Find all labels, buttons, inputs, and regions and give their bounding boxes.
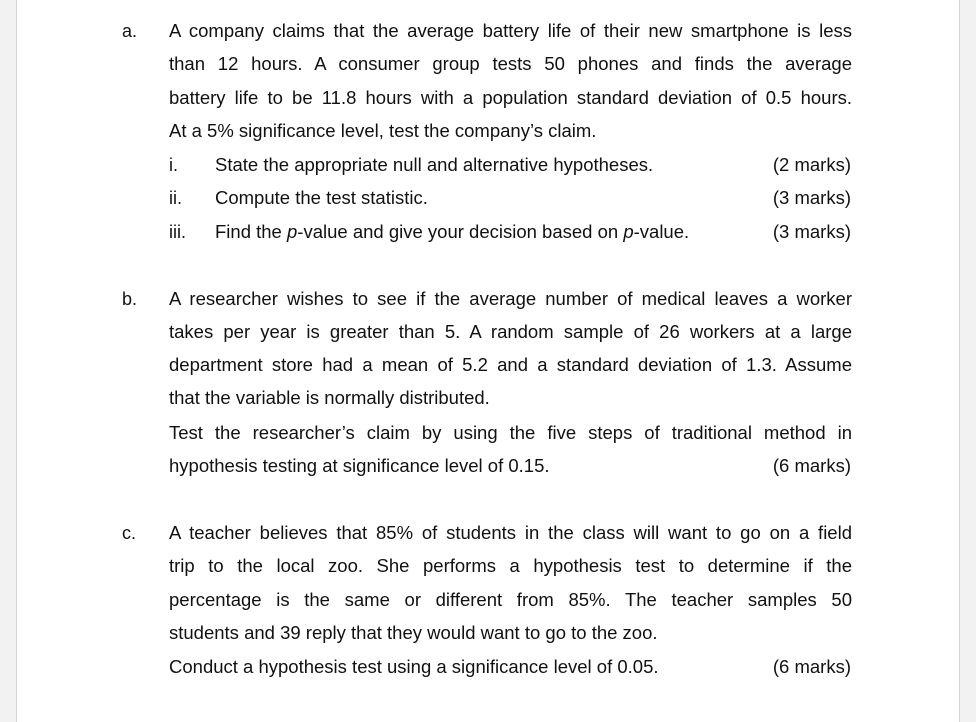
question-c-line-2: trip to the local zoo. She performs a hypothesis test to determine if the xyxy=(169,555,852,576)
question-b-line-1: A researcher wishes to see if the average number of medical leaves a worker xyxy=(169,288,852,309)
question-b-marks: (6 marks) xyxy=(772,455,851,476)
part-a-ii-text: Compute the test statistic. xyxy=(215,187,428,208)
question-a-line-4: At a 5% significance level, test the company’s claim. xyxy=(169,120,597,141)
question-b-line-2: takes per year is greater than 5. A random sample of 26 workers at a large xyxy=(169,321,852,342)
part-a-iii-marks: (3 marks) xyxy=(772,221,851,242)
part-a-i-numeral: i. xyxy=(169,155,178,175)
question-a-line-3: battery life to be 11.8 hours with a population standard deviation of 0.5 hours. xyxy=(169,87,852,108)
question-b-line-3: department store had a mean of 5.2 and a standard deviation of 1.3. Assume xyxy=(169,354,852,375)
part-a-iii-numeral: iii. xyxy=(169,222,186,242)
question-c-line-3: percentage is the same or different from 85%. The teacher samples 50 xyxy=(169,589,852,610)
part-a-ii-numeral: ii. xyxy=(169,188,182,208)
question-b-label: b. xyxy=(122,289,138,309)
question-a-label: a. xyxy=(122,21,138,41)
part-a-i-marks: (2 marks) xyxy=(772,154,851,175)
question-c-label: c. xyxy=(122,523,137,543)
part-a-ii-marks: (3 marks) xyxy=(772,187,851,208)
part-a-i-text: State the appropriate null and alternative hypotheses. xyxy=(215,154,654,175)
document-page xyxy=(16,0,960,722)
part-a-iii-text: Find the p-value and give your decision based on p-value. xyxy=(215,221,690,242)
question-b-line-5: Test the researcher’s claim by using the five steps of traditional method in xyxy=(169,422,852,443)
question-a-line-2: than 12 hours. A consumer group tests 50 phones and finds the average xyxy=(169,53,852,74)
question-c-marks: (6 marks) xyxy=(772,656,851,677)
question-b-line-6: hypothesis testing at significance level of 0.15. xyxy=(169,455,550,476)
question-a-line-1: A company claims that the average battery life of their new smartphone is less xyxy=(169,20,852,41)
question-c-line-1: A teacher believes that 85% of students in the class will want to go on a field xyxy=(169,522,852,543)
question-c-line-4: students and 39 reply that they would want to go to the zoo. xyxy=(169,622,658,643)
question-c-line-5: Conduct a hypothesis test using a significance level of 0.05. xyxy=(169,656,659,677)
question-b-line-4: that the variable is normally distributed. xyxy=(169,387,490,408)
